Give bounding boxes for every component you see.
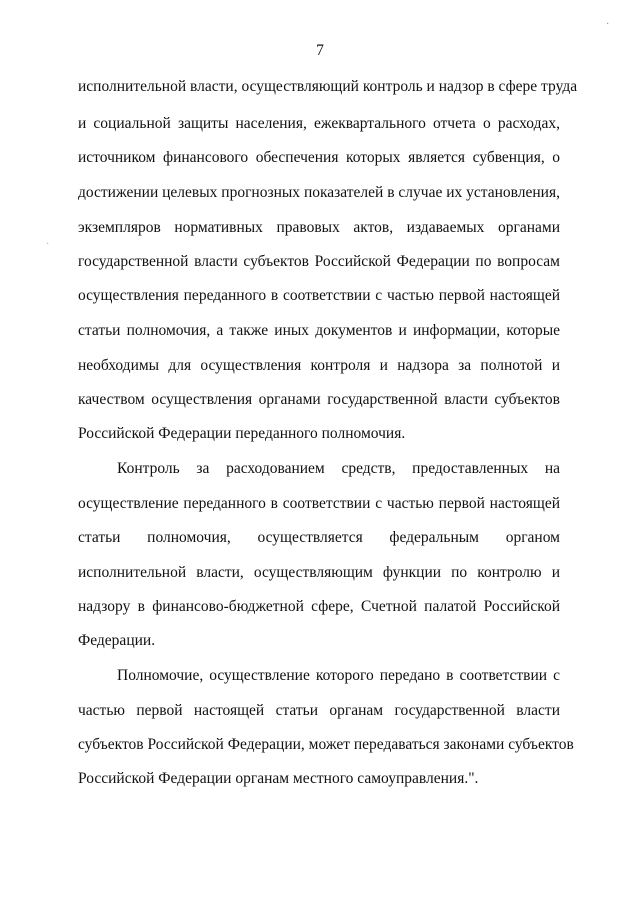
text-line: субъектов Российской Федерации, может передаваться законами субъектов (78, 736, 574, 753)
text-line: и социальной защиты населения, ежеквартального отчета о расходах, (78, 115, 560, 132)
text-line: Российской Федерации переданного полномочия. (78, 425, 406, 442)
text-line: статьи полномочия, а также иных документов и информации, которые (78, 322, 560, 339)
text-line: статьи полномочия, осуществляется федеральным органом (78, 529, 560, 546)
text-line: Российской Федерации органам местного самоуправления.". (78, 770, 479, 787)
text-line: Федерации. (78, 632, 156, 649)
scan-mark: · (606, 19, 610, 30)
text-line: осуществления переданного в соответствии с частью первой настоящей (78, 287, 560, 304)
text-line: экземпляров нормативных правовых актов, издаваемых органами (78, 219, 560, 236)
text-line: осуществление переданного в соответствии с частью первой настоящей (78, 495, 560, 512)
text-line: качеством осуществления органами государственной власти субъектов (78, 391, 560, 408)
text-line: Полномочие, осуществление которого передано в соответствии с (117, 667, 560, 684)
scan-mark: · (46, 239, 50, 250)
text-line: необходимы для осуществления контроля и надзора за полнотой и (78, 357, 560, 374)
text-line: Контроль за расходованием средств, предоставленных на (117, 460, 560, 477)
text-line: достижении целевых прогнозных показателей в случае их установления, (78, 184, 560, 201)
text-line: надзору в финансово-бюджетной сфере, Счетной палатой Российской (78, 598, 560, 615)
text-line: исполнительной власти, осуществляющим функции по контролю и (78, 564, 560, 581)
text-line: государственной власти субъектов Российской Федерации по вопросам (78, 253, 560, 270)
page-number: 7 (316, 42, 324, 59)
text-line: источником финансового обеспечения которых является субвенция, о (78, 149, 560, 166)
text-line: исполнительной власти, осуществляющий контроль и надзор в сфере труда (78, 78, 578, 95)
text-line: частью первой настоящей статьи органам государственной власти (78, 702, 560, 719)
